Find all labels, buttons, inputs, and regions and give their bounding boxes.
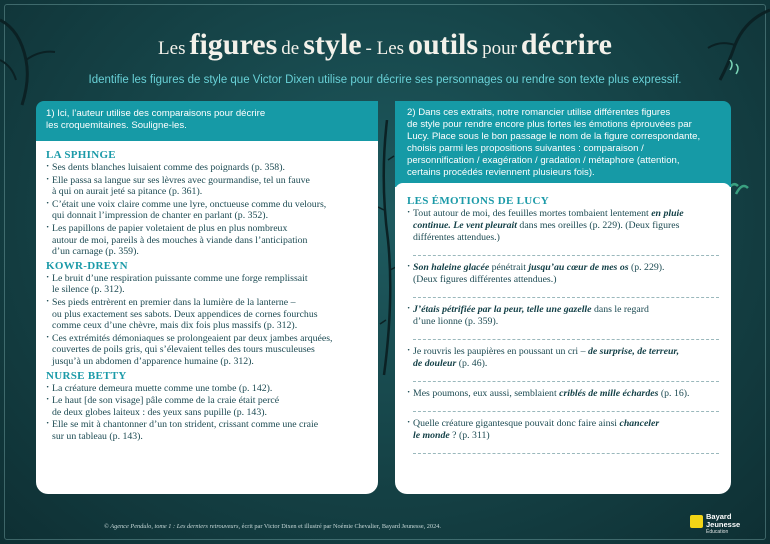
quote-line: couvertes de poils gris, qui s’élevaient telles des tours musculeuses bbox=[52, 344, 315, 356]
quote-line: qui donnait l’impression de chanter en parlant (p. 352). bbox=[52, 210, 269, 222]
logo-mark-icon bbox=[690, 515, 703, 528]
quote-line: · Ses pieds entrèrent en premier dans la lumière de la lanterne – bbox=[52, 296, 296, 308]
right-text-panel bbox=[395, 187, 731, 494]
answer-line-3[interactable] bbox=[413, 328, 719, 340]
quote-line: d’un carnage (p. 359). bbox=[52, 246, 139, 258]
answer-line-1[interactable] bbox=[413, 244, 719, 256]
quote-item bbox=[46, 333, 370, 368]
section-heading-lucy: LES ÉMOTIONS DE LUCY bbox=[407, 195, 550, 207]
quote-item bbox=[46, 395, 370, 418]
quote-line: comme ceux d’une chèvre, mais dix fois plus massifs (p. 312). bbox=[52, 320, 298, 332]
quote-item bbox=[46, 297, 370, 332]
answer-line-5[interactable] bbox=[413, 400, 719, 412]
quote-line: · Le haut [de son visage] pâle comme de la craie était percé bbox=[52, 395, 280, 407]
right-instruction-line: choisis parmi les propositions suivantes : comparaison / bbox=[407, 143, 644, 154]
quote-item bbox=[46, 273, 370, 296]
quote-line: · Elle passa sa langue sur ses lèvres avec gourmandise, tel un fauve bbox=[52, 174, 310, 186]
quote-line: de deux globes laiteux : des yeux sans pupille (p. 143). bbox=[52, 406, 267, 418]
quote-line: · Elle se mit à chantonner d’un ton strident, crissant comme une craie bbox=[52, 419, 319, 431]
quote-line: à qui on aurait jeté sa pitance (p. 361). bbox=[52, 186, 203, 198]
section-heading: KOWR-DREYN bbox=[46, 259, 128, 272]
quote-line: autour de moi, pareils à des mouches à viande dans l’anticipation bbox=[52, 234, 308, 246]
left-instruction-line: les croquemitaines. Souligne-les. bbox=[46, 120, 187, 131]
footer-credits: © Agence Pendulo, tome 1 : Les derniers retrouveurs, écrit par Victor Dixen et illustré par Noémie Chevalier, Bayard Jeunesse, 2024. bbox=[104, 523, 441, 530]
right-instruction-banner bbox=[395, 101, 731, 187]
left-text-panel bbox=[36, 141, 378, 494]
section-heading: LA SPHINGE bbox=[46, 149, 116, 161]
left-instruction-banner bbox=[36, 101, 378, 141]
quote-item bbox=[46, 419, 370, 442]
quote-line: · C’était une voix claire comme une lyre, onctueuse comme du velours, bbox=[52, 198, 327, 210]
right-instruction-line: certains procédés reviennent plusieurs fois). bbox=[407, 167, 595, 178]
right-instruction-line: de style pour rendre encore plus fortes les émotions éprouvées par bbox=[407, 119, 692, 130]
answer-line-4[interactable] bbox=[413, 370, 719, 382]
quote-line: ou plus exactement ses sabots. Deux appendices de cornes fourchus bbox=[52, 308, 318, 320]
quote-line: le silence (p. 312). bbox=[52, 284, 125, 296]
quote-item bbox=[46, 383, 370, 395]
quote-line: · La créature demeura muette comme une tombe (p. 142). bbox=[52, 382, 273, 394]
page-subtitle: Identifie les figures de style que Victor Dixen utilise pour décrire ses personnages ou rendre son texte plus expressif. bbox=[88, 74, 682, 86]
right-instruction-line: personnification / exagération / gradation / métaphore (attention, bbox=[407, 155, 680, 166]
page-title: Les figures de style - Les outils pour décrire bbox=[158, 28, 612, 61]
quote-line: jusqu’à un abdomen d’apparence humaine (p. 312). bbox=[52, 355, 254, 367]
exercise-passage-1: · Tout autour de moi, des feuilles mortes tombaient lentement en pluie continue. Le vent pleurait dans mes oreilles (p. 229). (Deux figures différentes attendues.) bbox=[407, 208, 719, 244]
publisher-logo: Bayard Jeunesse Éducation bbox=[690, 513, 748, 537]
quote-line: · Ses dents blanches luisaient comme des poignards (p. 358). bbox=[52, 162, 285, 173]
exercise-passage-2: · Son haleine glacée pénétrait jusqu’au cœur de mes os (p. 229). (Deux figures différentes attendues.) bbox=[407, 262, 719, 286]
exercise-passage-3: · J’étais pétrifiée par la peur, telle une gazelle dans le regard d’une lionne (p. 359). bbox=[407, 304, 719, 328]
right-instruction-line: Lucy. Place sous le bon passage le nom de la figure correspondante, bbox=[407, 131, 701, 142]
quote-line: · Ces extrémités démoniaques se prolongeaient par deux jambes arquées, bbox=[52, 332, 333, 344]
left-instruction-line: 1) Ici, l’auteur utilise des comparaisons pour décrire bbox=[46, 108, 266, 119]
right-instruction-line: 2) Dans ces extraits, notre romancier utilise différentes figures bbox=[407, 107, 671, 118]
quote-item bbox=[46, 175, 370, 198]
quote-line: · Le bruit d’une respiration puissante comme une forge remplissait bbox=[52, 272, 308, 284]
quote-item bbox=[46, 199, 370, 222]
exercise-passage-4: · Je rouvris les paupières en poussant un cri – de surprise, de terreur, de douleur (p. 46). bbox=[407, 346, 719, 370]
answer-line-2[interactable] bbox=[413, 286, 719, 298]
answer-line-6[interactable] bbox=[413, 442, 719, 454]
quote-line: · Les papillons de papier voletaient de plus en plus nombreux bbox=[52, 222, 288, 234]
exercise-passage-5: · Mes poumons, eux aussi, semblaient criblés de mille échardes (p. 16). bbox=[407, 388, 719, 400]
section-heading: NURSE BETTY bbox=[46, 369, 127, 382]
quote-line: sur un tableau (p. 143). bbox=[52, 430, 143, 442]
exercise-passage-6: · Quelle créature gigantesque pouvait donc faire ainsi chanceler le monde ? (p. 311) bbox=[407, 418, 719, 442]
quote-item bbox=[46, 223, 370, 258]
quote-item bbox=[46, 162, 370, 174]
